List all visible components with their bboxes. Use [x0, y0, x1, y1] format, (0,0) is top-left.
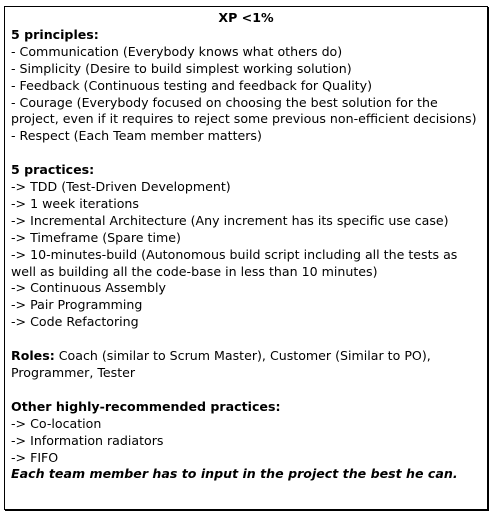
other-practice-item: -> Co-location [11, 415, 102, 431]
principle-item: - Simplicity (Desire to build simplest working solution) [11, 60, 352, 76]
xp-note-card [4, 6, 488, 510]
other-practices-heading: Other highly-recommended practices: [11, 398, 281, 414]
practice-item: -> Incremental Architecture (Any increment has its specific use case) [11, 212, 449, 228]
roles-label: Roles: [11, 348, 55, 364]
practice-item: -> 10-minutes-build (Autonomous build script including all the tests as well as building all the code-base in less than 10 minutes) [11, 246, 458, 279]
roles-line [11, 348, 481, 382]
other-practice-item: -> Information radiators [11, 432, 164, 448]
practice-item: -> 1 week iterations [11, 195, 139, 211]
practice-item: -> Timeframe (Spare time) [11, 229, 181, 245]
practice-item: -> Code Refactoring [11, 314, 139, 330]
principle-item: - Feedback (Continuous testing and feedback for Quality) [11, 77, 373, 93]
closing-statement: Each team member has to input in the project the best he can. [11, 466, 458, 482]
other-practice-item: -> FIFO [11, 449, 59, 465]
practice-item: -> Continuous Assembly [11, 280, 166, 296]
practices-heading: 5 practices: [11, 162, 95, 178]
principle-item: - Respect (Each Team member matters) [11, 128, 262, 144]
spacer [11, 331, 481, 348]
principle-item: - Courage (Everybody focused on choosing the best solution for the project, even if it requires to reject some previous non-efficient decisions) [11, 94, 477, 127]
principle-item: - Communication (Everybody knows what others do) [11, 43, 343, 59]
page-title: XP <1% [218, 10, 274, 25]
principles-heading: 5 principles: [11, 26, 99, 42]
spacer [11, 382, 481, 399]
spacer [11, 145, 481, 162]
practice-item: -> TDD (Test-Driven Development) [11, 179, 231, 195]
roles-text: Coach (similar to Scrum Master), Customer (Similar to PO), Programmer, Tester [11, 348, 431, 380]
practice-item: -> Pair Programming [11, 297, 143, 313]
